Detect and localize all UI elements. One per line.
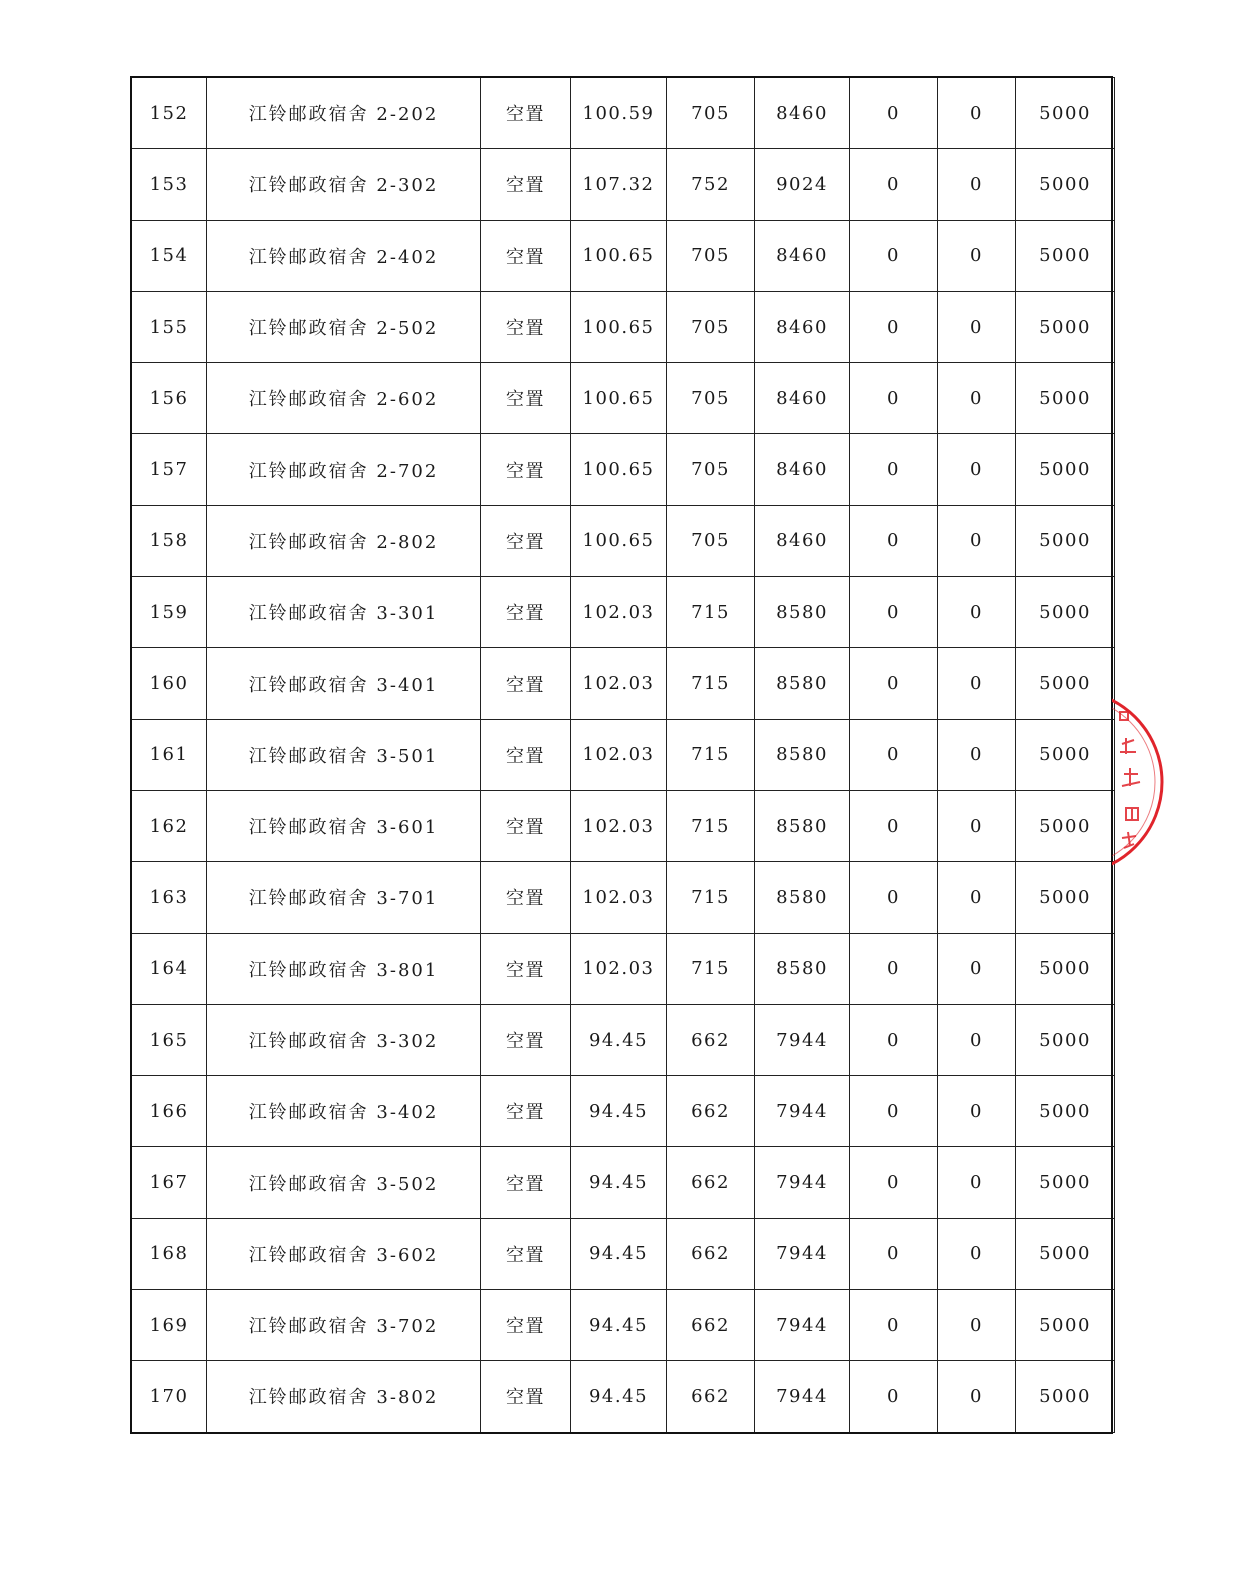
value-a-cell: 0	[850, 505, 938, 576]
property-name-cell: 江铃邮政宿舍 2-802	[207, 505, 481, 576]
unit-price-cell: 705	[667, 434, 755, 505]
deposit-cell: 5000	[1016, 220, 1115, 291]
table-row	[132, 648, 1115, 719]
table-row	[132, 1004, 1115, 1075]
value-a-cell: 0	[850, 363, 938, 434]
table-row	[132, 505, 1115, 576]
area-cell: 94.45	[571, 1147, 667, 1218]
value-b-cell: 0	[938, 78, 1016, 149]
deposit-cell: 5000	[1016, 149, 1115, 220]
value-a-cell: 0	[850, 577, 938, 648]
area-cell: 100.59	[571, 78, 667, 149]
table-row	[132, 862, 1115, 933]
area-cell: 94.45	[571, 1218, 667, 1289]
annual-rent-cell: 8460	[755, 363, 850, 434]
value-a-cell: 0	[850, 862, 938, 933]
unit-price-cell: 705	[667, 505, 755, 576]
status-cell: 空置	[481, 1218, 571, 1289]
row-number-cell: 153	[132, 149, 207, 220]
area-cell: 102.03	[571, 933, 667, 1004]
value-a-cell: 0	[850, 220, 938, 291]
property-name-cell: 江铃邮政宿舍 3-502	[207, 1147, 481, 1218]
status-cell: 空置	[481, 1076, 571, 1147]
table-row	[132, 78, 1115, 149]
property-name-cell: 江铃邮政宿舍 2-202	[207, 78, 481, 149]
property-name-cell: 江铃邮政宿舍 3-302	[207, 1004, 481, 1075]
seal-stamp-icon	[1112, 682, 1164, 882]
property-name-cell: 江铃邮政宿舍 3-802	[207, 1361, 481, 1432]
annual-rent-cell: 8580	[755, 862, 850, 933]
value-a-cell: 0	[850, 149, 938, 220]
row-number-cell: 156	[132, 363, 207, 434]
annual-rent-cell: 7944	[755, 1290, 850, 1361]
status-cell: 空置	[481, 790, 571, 861]
row-number-cell: 164	[132, 933, 207, 1004]
unit-price-cell: 705	[667, 220, 755, 291]
deposit-cell: 5000	[1016, 862, 1115, 933]
value-b-cell: 0	[938, 149, 1016, 220]
unit-price-cell: 715	[667, 648, 755, 719]
row-number-cell: 162	[132, 790, 207, 861]
annual-rent-cell: 8580	[755, 719, 850, 790]
unit-price-cell: 715	[667, 790, 755, 861]
row-number-cell: 160	[132, 648, 207, 719]
value-a-cell: 0	[850, 719, 938, 790]
status-cell: 空置	[481, 933, 571, 1004]
annual-rent-cell: 7944	[755, 1218, 850, 1289]
property-name-cell: 江铃邮政宿舍 2-502	[207, 291, 481, 362]
status-cell: 空置	[481, 220, 571, 291]
value-a-cell: 0	[850, 1004, 938, 1075]
table-row	[132, 363, 1115, 434]
area-cell: 102.03	[571, 648, 667, 719]
value-a-cell: 0	[850, 1290, 938, 1361]
value-b-cell: 0	[938, 1076, 1016, 1147]
table-row	[132, 719, 1115, 790]
table-body	[132, 78, 1115, 1433]
status-cell: 空置	[481, 577, 571, 648]
row-number-cell: 165	[132, 1004, 207, 1075]
status-cell: 空置	[481, 1004, 571, 1075]
row-number-cell: 170	[132, 1361, 207, 1432]
area-cell: 94.45	[571, 1076, 667, 1147]
area-cell: 94.45	[571, 1004, 667, 1075]
area-cell: 100.65	[571, 363, 667, 434]
property-ledger-table	[131, 77, 1115, 1433]
status-cell: 空置	[481, 648, 571, 719]
value-b-cell: 0	[938, 933, 1016, 1004]
unit-price-cell: 715	[667, 577, 755, 648]
value-b-cell: 0	[938, 648, 1016, 719]
unit-price-cell: 715	[667, 862, 755, 933]
status-cell: 空置	[481, 363, 571, 434]
deposit-cell: 5000	[1016, 434, 1115, 505]
table-row	[132, 1147, 1115, 1218]
unit-price-cell: 715	[667, 933, 755, 1004]
property-name-cell: 江铃邮政宿舍 3-602	[207, 1218, 481, 1289]
value-b-cell: 0	[938, 220, 1016, 291]
table-row	[132, 1361, 1115, 1432]
deposit-cell: 5000	[1016, 1361, 1115, 1432]
annual-rent-cell: 8580	[755, 577, 850, 648]
annual-rent-cell: 7944	[755, 1147, 850, 1218]
unit-price-cell: 752	[667, 149, 755, 220]
row-number-cell: 155	[132, 291, 207, 362]
table-row	[132, 790, 1115, 861]
row-number-cell: 159	[132, 577, 207, 648]
value-a-cell: 0	[850, 648, 938, 719]
value-b-cell: 0	[938, 1218, 1016, 1289]
value-b-cell: 0	[938, 505, 1016, 576]
row-number-cell: 166	[132, 1076, 207, 1147]
status-cell: 空置	[481, 862, 571, 933]
row-number-cell: 157	[132, 434, 207, 505]
area-cell: 100.65	[571, 434, 667, 505]
area-cell: 102.03	[571, 719, 667, 790]
deposit-cell: 5000	[1016, 577, 1115, 648]
area-cell: 100.65	[571, 291, 667, 362]
value-b-cell: 0	[938, 434, 1016, 505]
row-number-cell: 169	[132, 1290, 207, 1361]
value-a-cell: 0	[850, 1218, 938, 1289]
row-number-cell: 161	[132, 719, 207, 790]
value-a-cell: 0	[850, 1076, 938, 1147]
property-name-cell: 江铃邮政宿舍 2-302	[207, 149, 481, 220]
table-row	[132, 220, 1115, 291]
unit-price-cell: 662	[667, 1218, 755, 1289]
annual-rent-cell: 8580	[755, 790, 850, 861]
table-row	[132, 291, 1115, 362]
value-b-cell: 0	[938, 577, 1016, 648]
annual-rent-cell: 8580	[755, 933, 850, 1004]
status-cell: 空置	[481, 505, 571, 576]
deposit-cell: 5000	[1016, 933, 1115, 1004]
property-name-cell: 江铃邮政宿舍 3-301	[207, 577, 481, 648]
value-a-cell: 0	[850, 434, 938, 505]
status-cell: 空置	[481, 434, 571, 505]
area-cell: 94.45	[571, 1361, 667, 1432]
deposit-cell: 5000	[1016, 648, 1115, 719]
official-seal	[1112, 682, 1164, 882]
deposit-cell: 5000	[1016, 719, 1115, 790]
status-cell: 空置	[481, 78, 571, 149]
deposit-cell: 5000	[1016, 1218, 1115, 1289]
unit-price-cell: 662	[667, 1361, 755, 1432]
status-cell: 空置	[481, 1290, 571, 1361]
table-row	[132, 577, 1115, 648]
annual-rent-cell: 8460	[755, 220, 850, 291]
value-a-cell: 0	[850, 78, 938, 149]
value-a-cell: 0	[850, 1361, 938, 1432]
deposit-cell: 5000	[1016, 363, 1115, 434]
property-name-cell: 江铃邮政宿舍 3-402	[207, 1076, 481, 1147]
table-row	[132, 149, 1115, 220]
value-b-cell: 0	[938, 1290, 1016, 1361]
deposit-cell: 5000	[1016, 291, 1115, 362]
annual-rent-cell: 8460	[755, 291, 850, 362]
property-name-cell: 江铃邮政宿舍 3-401	[207, 648, 481, 719]
deposit-cell: 5000	[1016, 1147, 1115, 1218]
deposit-cell: 5000	[1016, 790, 1115, 861]
property-name-cell: 江铃邮政宿舍 2-702	[207, 434, 481, 505]
table-row	[132, 933, 1115, 1004]
area-cell: 94.45	[571, 1290, 667, 1361]
table-row	[132, 434, 1115, 505]
row-number-cell: 158	[132, 505, 207, 576]
value-b-cell: 0	[938, 1361, 1016, 1432]
value-a-cell: 0	[850, 291, 938, 362]
area-cell: 100.65	[571, 220, 667, 291]
property-name-cell: 江铃邮政宿舍 3-702	[207, 1290, 481, 1361]
area-cell: 107.32	[571, 149, 667, 220]
unit-price-cell: 705	[667, 291, 755, 362]
row-number-cell: 167	[132, 1147, 207, 1218]
value-b-cell: 0	[938, 719, 1016, 790]
annual-rent-cell: 8580	[755, 648, 850, 719]
deposit-cell: 5000	[1016, 505, 1115, 576]
unit-price-cell: 662	[667, 1076, 755, 1147]
value-a-cell: 0	[850, 1147, 938, 1218]
unit-price-cell: 705	[667, 363, 755, 434]
table-row	[132, 1218, 1115, 1289]
deposit-cell: 5000	[1016, 1004, 1115, 1075]
deposit-cell: 5000	[1016, 78, 1115, 149]
value-b-cell: 0	[938, 363, 1016, 434]
row-number-cell: 152	[132, 78, 207, 149]
status-cell: 空置	[481, 1361, 571, 1432]
annual-rent-cell: 8460	[755, 78, 850, 149]
unit-price-cell: 662	[667, 1004, 755, 1075]
property-name-cell: 江铃邮政宿舍 2-602	[207, 363, 481, 434]
value-b-cell: 0	[938, 862, 1016, 933]
annual-rent-cell: 7944	[755, 1004, 850, 1075]
value-b-cell: 0	[938, 291, 1016, 362]
annual-rent-cell: 8460	[755, 505, 850, 576]
annual-rent-cell: 7944	[755, 1361, 850, 1432]
value-a-cell: 0	[850, 790, 938, 861]
property-name-cell: 江铃邮政宿舍 3-801	[207, 933, 481, 1004]
annual-rent-cell: 7944	[755, 1076, 850, 1147]
table-row	[132, 1076, 1115, 1147]
value-b-cell: 0	[938, 1004, 1016, 1075]
value-b-cell: 0	[938, 1147, 1016, 1218]
value-b-cell: 0	[938, 790, 1016, 861]
property-name-cell: 江铃邮政宿舍 3-701	[207, 862, 481, 933]
unit-price-cell: 715	[667, 719, 755, 790]
annual-rent-cell: 9024	[755, 149, 850, 220]
unit-price-cell: 705	[667, 78, 755, 149]
annual-rent-cell: 8460	[755, 434, 850, 505]
value-a-cell: 0	[850, 933, 938, 1004]
area-cell: 102.03	[571, 790, 667, 861]
row-number-cell: 154	[132, 220, 207, 291]
row-number-cell: 168	[132, 1218, 207, 1289]
status-cell: 空置	[481, 1147, 571, 1218]
property-name-cell: 江铃邮政宿舍 3-601	[207, 790, 481, 861]
area-cell: 100.65	[571, 505, 667, 576]
status-cell: 空置	[481, 291, 571, 362]
property-name-cell: 江铃邮政宿舍 2-402	[207, 220, 481, 291]
property-name-cell: 江铃邮政宿舍 3-501	[207, 719, 481, 790]
deposit-cell: 5000	[1016, 1076, 1115, 1147]
status-cell: 空置	[481, 719, 571, 790]
area-cell: 102.03	[571, 577, 667, 648]
area-cell: 102.03	[571, 862, 667, 933]
deposit-cell: 5000	[1016, 1290, 1115, 1361]
table-row	[132, 1290, 1115, 1361]
unit-price-cell: 662	[667, 1147, 755, 1218]
status-cell: 空置	[481, 149, 571, 220]
row-number-cell: 163	[132, 862, 207, 933]
unit-price-cell: 662	[667, 1290, 755, 1361]
